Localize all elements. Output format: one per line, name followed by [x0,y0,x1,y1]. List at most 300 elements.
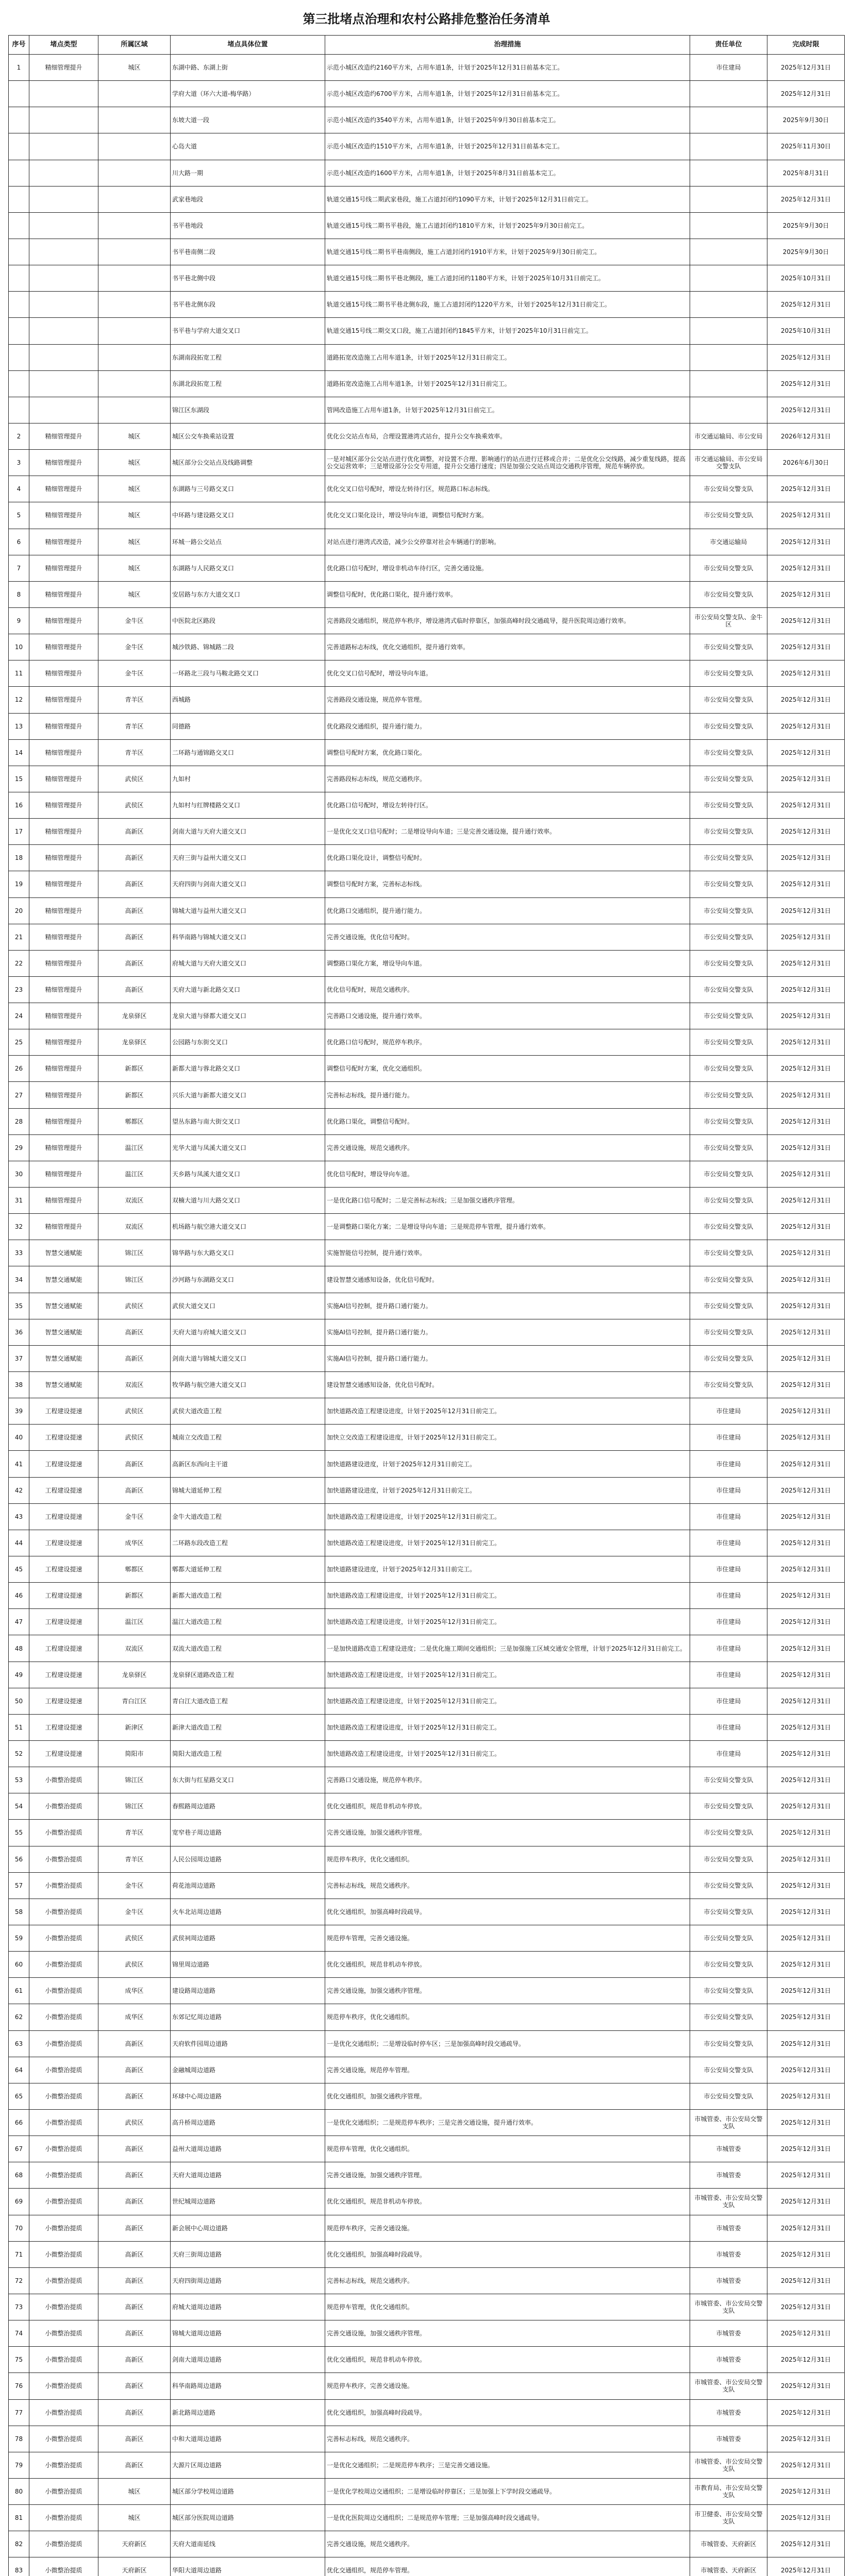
table-cell-no [9,239,29,265]
table-cell-unit: 市公安局交警支队 [690,1003,767,1029]
table-cell-meas: 加快道路改造工程建设进度，计划于2025年12月31日前完工。 [325,1741,690,1767]
table-cell-loc: 双流大道改造工程 [171,1635,325,1662]
table-cell-type: 智慧交通赋能 [29,1266,98,1293]
table-cell-area: 高新区 [98,2136,171,2162]
table-row [9,1293,845,1319]
table-cell-type [29,81,98,107]
table-cell-no: 83 [9,2557,29,2576]
table-cell-meas: 优化交通组织，加强高峰时段疏导。 [325,2399,690,2426]
table-cell-area: 双流区 [98,1214,171,1240]
table-cell-date: 2025年12月31日 [767,344,845,370]
table-cell-unit: 市公安局交警支队 [690,1161,767,1187]
table-cell-loc: 九如村与红牌楼路交叉口 [171,792,325,818]
table-cell-unit: 市公安局交警支队 [690,1820,767,1846]
table-cell-meas: 轨道交通15号线二期书平巷北侧东段，施工占道封闭约1220平方米，计划于2025年12月31日前完工。 [325,292,690,318]
table-cell-area: 双流区 [98,1635,171,1662]
table-cell-no: 23 [9,976,29,1003]
table-cell-loc: 锦华路与东大路交叉口 [171,1240,325,1266]
table-cell-meas: 优化交通组织，规范停车管理。 [325,2557,690,2576]
table-cell-type: 小微整治提质 [29,1872,98,1899]
table-cell-meas: 完善交通设施，优化信号配时。 [325,924,690,950]
table-row [9,607,845,634]
table-cell-area: 高新区 [98,845,171,871]
table-cell-date: 2025年12月31日 [767,55,845,81]
table-cell-loc: 天府大道与新北路交叉口 [171,976,325,1003]
table-cell-loc: 安居路与东方大道交叉口 [171,581,325,607]
table-cell-unit: 市城管委、市公安局交警支队 [690,2109,767,2136]
table-row [9,2557,845,2576]
table-cell-unit: 市公安局交警支队、金牛区 [690,607,767,634]
table-cell-meas: 加快道路改造工程建设进度，计划于2025年12月31日前完工。 [325,1398,690,1425]
table-cell-loc: 天府四街与剑南大道交叉口 [171,871,325,897]
table-cell-loc: 府城大道与天府大道交叉口 [171,950,325,976]
table-cell-date: 2025年12月31日 [767,2083,845,2109]
table-cell-date: 2025年12月31日 [767,2004,845,2030]
table-cell-area: 高新区 [98,2347,171,2373]
table-header-row [9,36,845,55]
table-cell-date: 2025年12月31日 [767,766,845,792]
table-cell-date: 2025年12月31日 [767,1266,845,1293]
table-cell-unit: 市交通运输局、市公安局交警支队 [690,450,767,476]
table-cell-type: 精细管理提升 [29,1188,98,1214]
table-cell-unit: 市住建局 [690,1688,767,1714]
table-cell-no: 57 [9,1872,29,1899]
table-row [9,1082,845,1108]
table-cell-area [98,81,171,107]
table-cell-unit: 市公安局交警支队 [690,1767,767,1793]
table-cell-area: 金牛区 [98,1872,171,1899]
table-row [9,265,845,292]
table-cell-unit [690,318,767,344]
table-cell-area [98,186,171,212]
table-row [9,502,845,529]
table-cell-no [9,344,29,370]
table-cell-area: 城区 [98,423,171,449]
table-cell-area: 高新区 [98,1477,171,1503]
table-cell-date: 2025年12月31日 [767,502,845,529]
table-cell-area: 高新区 [98,1451,171,1477]
table-cell-date: 2025年12月31日 [767,2478,845,2504]
table-cell-date: 2025年12月31日 [767,2452,845,2478]
table-cell-unit: 市公安局交警支队 [690,739,767,766]
table-row [9,1345,845,1371]
table-cell-no: 65 [9,2083,29,2109]
table-cell-loc: 高新区东西向主干道 [171,1451,325,1477]
table-cell-unit [690,160,767,186]
table-row [9,1003,845,1029]
table-cell-loc: 世纪城周边道路 [171,2189,325,2215]
table-row [9,1477,845,1503]
table-cell-unit: 市公安局交警支队 [690,476,767,502]
document-title: 第三批堵点治理和农村公路排危整治任务清单 [303,11,550,26]
table-cell-type: 精细管理提升 [29,766,98,792]
table-cell-loc: 中和大道周边道路 [171,2426,325,2452]
table-cell-loc: 金融城周边道路 [171,2057,325,2083]
table-cell-loc: 公园路与东街交叉口 [171,1029,325,1056]
table-cell-type [29,133,98,160]
table-cell-area: 武侯区 [98,1425,171,1451]
table-cell-meas: 优化交通组织，加强高峰时段疏导。 [325,2241,690,2267]
table-cell-type: 精细管理提升 [29,660,98,687]
table-cell-type: 精细管理提升 [29,476,98,502]
table-cell-unit: 市公安局交警支队 [690,555,767,581]
table-cell-no [9,370,29,397]
table-cell-no: 36 [9,1319,29,1345]
table-cell-meas: 建设智慧交通感知设备，优化信号配时。 [325,1266,690,1293]
table-cell-loc: 天府四街周边道路 [171,2267,325,2294]
table-cell-loc: 书平巷南侧二段 [171,239,325,265]
table-cell-unit: 市住建局 [690,1741,767,1767]
table-row [9,1820,845,1846]
table-cell-area [98,239,171,265]
table-cell-area [98,370,171,397]
table-row [9,423,845,449]
table-row [9,871,845,897]
table-cell-no: 1 [9,55,29,81]
table-cell-meas: 完善路段交通组织，规范停车秩序，增设港湾式临时停靠区，加强高峰时段交通疏导，提升医院周边通行效率。 [325,607,690,634]
table-cell-no: 74 [9,2320,29,2347]
table-cell-unit: 市公安局交警支队 [690,2004,767,2030]
table-cell-area: 青白江区 [98,1688,171,1714]
table-cell-area: 高新区 [98,2241,171,2267]
table-cell-area [98,212,171,239]
table-cell-meas: 规范停车秩序，优化交通组织。 [325,2004,690,2030]
table-cell-area: 天府新区 [98,2557,171,2576]
table-cell-no: 20 [9,897,29,924]
table-cell-date: 2025年12月31日 [767,397,845,423]
table-cell-date: 2025年12月31日 [767,2162,845,2189]
table-row [9,55,845,81]
table-cell-loc: 武家巷地段 [171,186,325,212]
table-cell-type: 智慧交通赋能 [29,1240,98,1266]
table-cell-unit: 市公安局交警支队 [690,1793,767,1820]
table-cell-date: 2025年12月31日 [767,950,845,976]
table-row [9,845,845,871]
table-cell-meas: 完善交通设施，规范交通秩序。 [325,1134,690,1161]
table-cell-loc: 宽窄巷子周边道路 [171,1820,325,1846]
table-cell-area: 天府新区 [98,2531,171,2557]
table-cell-unit: 市住建局 [690,1503,767,1530]
table-cell-loc: 建设路周边道路 [171,1978,325,2004]
table-cell-type: 小微整治提质 [29,2373,98,2399]
table-cell-no: 12 [9,687,29,713]
table-cell-unit: 市公安局交警支队 [690,581,767,607]
table-cell-no: 37 [9,1345,29,1371]
table-cell-area: 龙泉驿区 [98,1003,171,1029]
table-cell-date: 2025年12月31日 [767,81,845,107]
table-cell-loc: 龙泉驿区道路改造工程 [171,1662,325,1688]
table-cell-date: 2025年12月31日 [767,1319,845,1345]
table-cell-no: 30 [9,1161,29,1187]
table-cell-date: 2025年10月31日 [767,265,845,292]
table-row [9,739,845,766]
table-row [9,1609,845,1635]
table-cell-unit: 市公安局交警支队 [690,845,767,871]
table-cell-meas: 优化交通组织，加强高峰时段疏导。 [325,1899,690,1925]
table-cell-date: 2025年12月31日 [767,897,845,924]
table-cell-no: 76 [9,2373,29,2399]
table-cell-date: 2025年12月31日 [767,1714,845,1740]
table-cell-area: 高新区 [98,871,171,897]
table-row [9,1029,845,1056]
table-cell-type: 小微整治提质 [29,2241,98,2267]
table-cell-date: 2025年12月31日 [767,1741,845,1767]
table-cell-meas: 道路拓宽改造施工占用车道1条，计划于2025年12月31日前完工。 [325,344,690,370]
table-cell-no: 14 [9,739,29,766]
table-cell-date: 2025年12月31日 [767,292,845,318]
table-cell-unit [690,81,767,107]
table-row [9,1793,845,1820]
table-cell-meas: 加快道路建设进度，计划于2025年12月31日前完工。 [325,1451,690,1477]
table-cell-unit: 市住建局 [690,1662,767,1688]
table-cell-unit: 市城管委、天府新区 [690,2531,767,2557]
table-cell-area [98,318,171,344]
table-cell-type: 智慧交通赋能 [29,1345,98,1371]
table-cell-meas: 轨道交通15号线二期书平巷北侧段，施工占道封闭约1180平方米，计划于2025年10月31日前完工。 [325,265,690,292]
table-cell-no [9,107,29,133]
table-row [9,634,845,660]
table-cell-date: 2025年12月31日 [767,2373,845,2399]
table-cell-loc: 新津大道改造工程 [171,1714,325,1740]
table-row [9,2426,845,2452]
table-cell-type: 工程建设提速 [29,1662,98,1688]
table-cell-area: 新都区 [98,1583,171,1609]
table-cell-unit: 市公安局交警支队 [690,1214,767,1240]
table-row [9,2241,845,2267]
table-cell-loc: 城区公交车换乘站设置 [171,423,325,449]
table-cell-date: 2025年9月30日 [767,239,845,265]
table-cell-area: 高新区 [98,2294,171,2320]
table-cell-date: 2025年12月31日 [767,1293,845,1319]
table-cell-no: 35 [9,1293,29,1319]
table-cell-date: 2025年12月31日 [767,976,845,1003]
table-cell-unit [690,265,767,292]
table-cell-loc: 光华大道与凤溪大道交叉口 [171,1134,325,1161]
table-cell-area: 成华区 [98,1530,171,1556]
table-cell-area [98,344,171,370]
table-cell-meas: 调整路口渠化方案，增设导向车道。 [325,950,690,976]
table-cell-loc: 一环路北三段与马鞍北路交叉口 [171,660,325,687]
table-cell-loc: 西城路 [171,687,325,713]
table-row [9,897,845,924]
table-cell-meas: 规范停车管理，优化交通组织。 [325,2294,690,2320]
table-cell-unit: 市住建局 [690,1425,767,1451]
table-cell-no: 10 [9,634,29,660]
table-cell-meas: 实施智能信号控制，提升通行效率。 [325,1240,690,1266]
table-cell-date: 2025年12月31日 [767,2215,845,2241]
table-cell-loc: 书平巷北侧东段 [171,292,325,318]
table-cell-unit: 市公安局交警支队 [690,502,767,529]
table-row [9,1398,845,1425]
table-cell-area: 高新区 [98,2267,171,2294]
table-cell-loc: 天府大道与府城大道交叉口 [171,1319,325,1345]
table-cell-type: 工程建设提速 [29,1635,98,1662]
table-cell-type: 精细管理提升 [29,845,98,871]
table-cell-meas: 轨道交通15号线二期交叉口段，施工占道封闭约1845平方米，计划于2025年10月31日前完工。 [325,318,690,344]
table-cell-area: 青羊区 [98,1820,171,1846]
table-cell-area: 郫都区 [98,1108,171,1134]
table-cell-date: 2025年12月31日 [767,1688,845,1714]
table-cell-date: 2025年12月31日 [767,1425,845,1451]
table-cell-unit: 市城管委、市公安局交警支队 [690,2189,767,2215]
table-cell-loc: 机场路与航空港大道交叉口 [171,1214,325,1240]
table-cell-date: 2025年12月31日 [767,1398,845,1425]
table-cell-unit [690,239,767,265]
table-cell-unit: 市城管委、市公安局交警支队 [690,2452,767,2478]
table-cell-unit: 市交通运输局、市公安局 [690,423,767,449]
table-cell-type: 小微整治提质 [29,2136,98,2162]
table-cell-area: 高新区 [98,2215,171,2241]
table-cell-no: 3 [9,450,29,476]
table-cell-unit: 市城管委 [690,2426,767,2452]
header-cell: 责任单位 [690,36,767,55]
table-cell-type: 精细管理提升 [29,1108,98,1134]
table-cell-meas: 优化交叉口信号配时，增设导向车道。 [325,660,690,687]
table-row [9,2320,845,2347]
table-cell-type: 工程建设提速 [29,1714,98,1740]
table-row [9,2452,845,2478]
table-cell-type: 小微整治提质 [29,1767,98,1793]
table-cell-date: 2025年12月31日 [767,1161,845,1187]
table-row [9,2162,845,2189]
table-row [9,2083,845,2109]
table-cell-loc: 学府大道（环六大道-梅华路） [171,81,325,107]
table-cell-date: 2025年12月31日 [767,1820,845,1846]
table-cell-meas: 优化交通组织，规范非机动车停放。 [325,1952,690,1978]
table-cell-meas: 优化交通组织，规范非机动车停放。 [325,2189,690,2215]
table-cell-no: 34 [9,1266,29,1293]
table-cell-area: 金牛区 [98,607,171,634]
table-cell-unit [690,397,767,423]
table-cell-unit: 市公安局交警支队 [690,1266,767,1293]
table-cell-date: 2025年12月31日 [767,1240,845,1266]
table-row [9,687,845,713]
table-cell-loc: 心岛大道 [171,133,325,160]
table-cell-unit: 市公安局交警支队 [690,976,767,1003]
table-cell-area: 高新区 [98,1345,171,1371]
table-cell-area: 金牛区 [98,1503,171,1530]
table-row [9,581,845,607]
table-cell-type: 工程建设提速 [29,1583,98,1609]
table-cell-meas: 优化公交站点布局，合理设置港湾式站台，提升公交车换乘效率。 [325,423,690,449]
table-cell-unit: 市城管委 [690,2347,767,2373]
table-cell-no: 9 [9,607,29,634]
table-cell-loc: 郫都大道延伸工程 [171,1556,325,1583]
table-cell-unit [690,133,767,160]
table-cell-unit: 市城管委 [690,2241,767,2267]
table-cell-loc: 天府软件园周边道路 [171,2030,325,2057]
table-row [9,2057,845,2083]
table-cell-date: 2025年12月31日 [767,2109,845,2136]
table-cell-area: 武侯区 [98,1398,171,1425]
table-row [9,107,845,133]
table-cell-type: 工程建设提速 [29,1503,98,1530]
table-cell-type: 精细管理提升 [29,1003,98,1029]
table-cell-meas: 示范小城区改造约2160平方米，占用车道1条，计划于2025年12月31日前基本完工。 [325,55,690,81]
table-cell-type [29,397,98,423]
table-cell-date: 2025年12月31日 [767,476,845,502]
table-cell-no: 62 [9,2004,29,2030]
table-cell-area: 锦江区 [98,1793,171,1820]
table-cell-area: 高新区 [98,950,171,976]
table-cell-unit: 市公安局交警支队 [690,1899,767,1925]
table-cell-unit: 市城管委 [690,2320,767,2347]
table-cell-date: 2025年12月31日 [767,1503,845,1530]
table-cell-type: 小微整治提质 [29,1978,98,2004]
table-cell-loc: 锦城大道与益州大道交叉口 [171,897,325,924]
table-cell-area: 龙泉驿区 [98,1029,171,1056]
table-cell-area: 锦江区 [98,1767,171,1793]
table-cell-area: 青羊区 [98,713,171,739]
table-cell-unit: 市住建局 [690,1714,767,1740]
table-cell-type: 小微整治提质 [29,1793,98,1820]
table-row [9,1662,845,1688]
table-cell-loc: 东湖中路、东湖上街 [171,55,325,81]
table-cell-meas: 加快道路改造工程建设进度，计划于2025年12月31日前完工。 [325,1609,690,1635]
table-row [9,1872,845,1899]
table-cell-no: 55 [9,1820,29,1846]
table-cell-no: 67 [9,2136,29,2162]
table-cell-date: 2025年12月31日 [767,1793,845,1820]
table-cell-loc: 华阳大道周边道路 [171,2557,325,2576]
table-cell-no: 39 [9,1398,29,1425]
table-row [9,2030,845,2057]
table-cell-meas: 优化路口信号配时，增设非机动车待行区，完善交通设施。 [325,555,690,581]
table-cell-unit [690,186,767,212]
table-cell-type: 工程建设提速 [29,1425,98,1451]
table-row [9,1714,845,1740]
table-cell-area: 高新区 [98,2320,171,2347]
table-cell-no: 51 [9,1714,29,1740]
table-cell-date: 2025年9月30日 [767,107,845,133]
table-cell-date: 2025年12月31日 [767,1899,845,1925]
table-cell-meas: 优化交叉口信号配时，增设左转待行区，规范路口标志标线。 [325,476,690,502]
table-cell-meas: 实施AI信号控制，提升路口通行能力。 [325,1293,690,1319]
table-cell-area [98,107,171,133]
table-cell-unit: 市教育局、市公安局交警支队 [690,2478,767,2504]
table-row [9,370,845,397]
table-cell-loc: 东坡大道一段 [171,107,325,133]
table-cell-unit: 市公安局交警支队 [690,1056,767,1082]
table-cell-meas: 一是优化路口信号配时；二是完善标志标线；三是加强交通秩序管理。 [325,1188,690,1214]
table-row [9,1056,845,1082]
table-row [9,2109,845,2136]
table-cell-no: 4 [9,476,29,502]
table-cell-type: 精细管理提升 [29,502,98,529]
table-row [9,2004,845,2030]
table-cell-no: 81 [9,2505,29,2531]
table-cell-no: 21 [9,924,29,950]
table-row [9,1846,845,1872]
table-cell-unit: 市城管委、市公安局交警支队 [690,2294,767,2320]
table-cell-date: 2025年12月31日 [767,2426,845,2452]
table-cell-date: 2025年12月31日 [767,2030,845,2057]
table-row [9,1688,845,1714]
table-cell-no: 40 [9,1425,29,1451]
table-cell-type: 小微整治提质 [29,2452,98,2478]
table-cell-type: 小微整治提质 [29,2109,98,2136]
table-cell-no [9,160,29,186]
table-cell-meas: 完善路口交通设施，提升通行效率。 [325,1003,690,1029]
table-cell-date: 2025年12月31日 [767,2531,845,2557]
table-cell-type: 工程建设提速 [29,1398,98,1425]
table-cell-unit: 市城管委、天府新区 [690,2557,767,2576]
table-cell-type: 小微整治提质 [29,2347,98,2373]
table-cell-no: 82 [9,2531,29,2557]
table-cell-area: 青羊区 [98,687,171,713]
table-cell-unit: 市卫健委、市公安局交警支队 [690,2505,767,2531]
table-cell-meas: 优化路口信号配时，规范停车秩序。 [325,1029,690,1056]
